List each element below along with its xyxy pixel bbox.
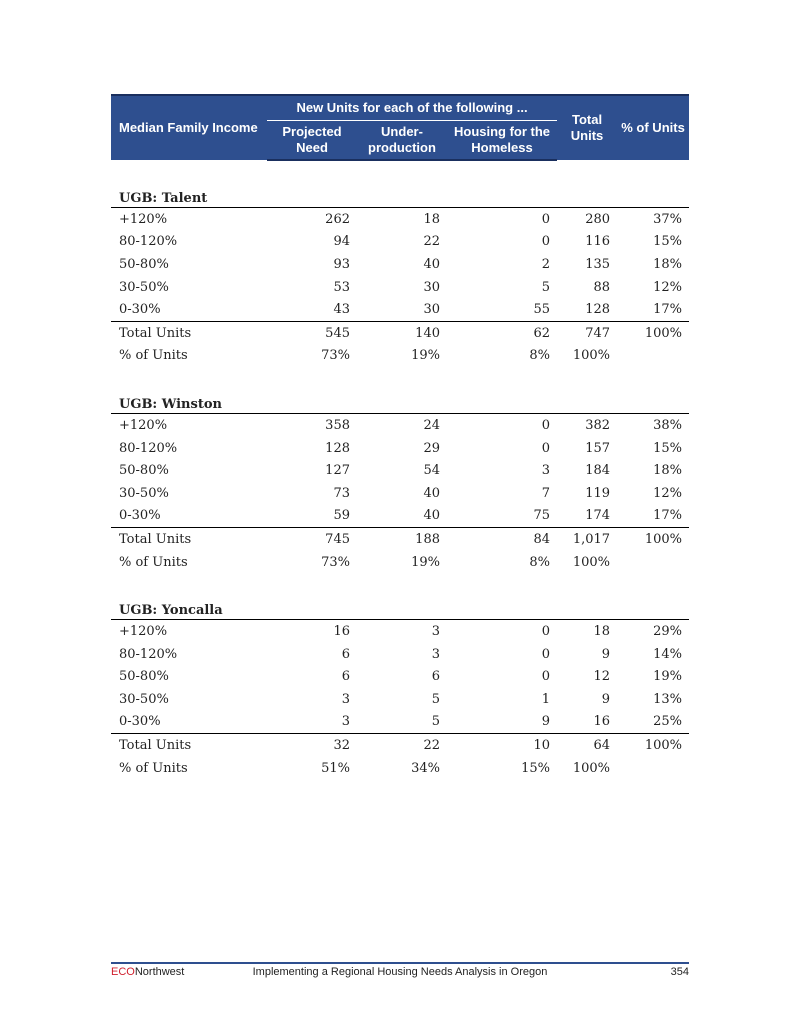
total-units-row	[111, 321, 689, 344]
section-header-row	[111, 184, 689, 208]
housing-units-table	[111, 94, 689, 779]
table-header	[111, 95, 689, 160]
homeless-cell: 5	[541, 279, 551, 295]
homeless-cell: 0	[541, 669, 551, 685]
total-units-cell: 119	[585, 485, 611, 501]
row-label: % of Units	[119, 554, 188, 570]
total-units-cell: 184	[585, 463, 611, 479]
under-production-cell: 188	[357, 528, 447, 551]
projected-need-cell: 545	[267, 321, 357, 344]
pct-of-units-row	[111, 757, 689, 780]
pct-units-cell: 12%	[653, 279, 683, 295]
projected-need-cell: 127	[325, 463, 350, 479]
homeless-cell: 15%	[521, 760, 551, 776]
row-label: 50-80%	[119, 669, 169, 685]
total-units-cell: 116	[585, 234, 611, 250]
under-production-cell: 24	[423, 417, 440, 433]
homeless-cell: 0	[541, 234, 551, 250]
projected-need-cell: 73%	[321, 348, 350, 364]
pct-units-cell: 17%	[653, 508, 683, 524]
pct-units-cell	[617, 551, 689, 574]
pct-units-cell: 38%	[653, 417, 683, 433]
homeless-cell: 0	[541, 440, 551, 456]
under-production-cell: 5	[431, 691, 440, 707]
table-row	[111, 666, 689, 689]
footer-rule	[111, 962, 689, 964]
section-spacer	[111, 160, 689, 184]
projected-need-cell: 32	[267, 734, 357, 757]
header-projected-need: Projected Need	[267, 121, 357, 161]
table-row	[111, 505, 689, 528]
row-label: % of Units	[119, 348, 188, 364]
row-label: 30-50%	[119, 485, 169, 501]
projected-need-cell: 51%	[321, 760, 350, 776]
table-row	[111, 620, 689, 643]
projected-need-cell: 358	[325, 417, 350, 433]
table-row	[111, 253, 689, 276]
projected-need-cell: 16	[333, 624, 350, 640]
total-units-cell: 100%	[572, 348, 611, 364]
total-units-cell: 100%	[572, 760, 611, 776]
section-spacer	[111, 573, 689, 596]
under-production-cell: 5	[431, 714, 440, 730]
total-units-cell: 18	[593, 624, 611, 640]
under-production-cell: 19%	[411, 348, 440, 364]
pct-units-cell: 100%	[617, 528, 689, 551]
footer-page-number: 354	[670, 966, 689, 978]
pct-units-cell: 12%	[653, 485, 683, 501]
total-units-cell: 64	[557, 734, 617, 757]
table-row	[111, 414, 689, 437]
homeless-cell: 9	[541, 714, 551, 730]
header-total-units: Total Units	[557, 95, 617, 160]
projected-need-cell: 73	[333, 485, 350, 501]
table-row	[111, 459, 689, 482]
table-row	[111, 482, 689, 505]
homeless-cell: 8%	[529, 348, 551, 364]
footer-brand-econ: ECO	[111, 966, 135, 978]
table-row	[111, 643, 689, 666]
footer-document-title: Implementing a Regional Housing Needs Analysis in Oregon	[252, 966, 548, 978]
table-row	[111, 276, 689, 299]
row-label: +120%	[119, 417, 168, 433]
table-row	[111, 298, 689, 321]
under-production-cell: 40	[423, 508, 440, 524]
homeless-cell: 0	[541, 624, 551, 640]
projected-need-cell: 3	[341, 714, 350, 730]
under-production-cell: 18	[423, 211, 440, 227]
row-label: % of Units	[119, 760, 188, 776]
under-production-cell: 30	[423, 302, 440, 318]
under-production-cell: 19%	[411, 554, 440, 570]
projected-need-cell: 53	[333, 279, 350, 295]
row-label: 0-30%	[119, 302, 161, 318]
row-label: 80-120%	[119, 234, 178, 250]
pct-units-cell: 19%	[653, 669, 683, 685]
header-group-new-units: New Units for each of the following ...	[267, 95, 557, 121]
homeless-cell: 3	[541, 463, 551, 479]
row-label: Total Units	[111, 734, 267, 757]
pct-of-units-row	[111, 345, 689, 368]
under-production-cell: 3	[431, 624, 440, 640]
row-label: 80-120%	[119, 646, 178, 662]
total-units-cell: 16	[593, 714, 611, 730]
table-row	[111, 711, 689, 734]
footer-brand	[111, 966, 184, 978]
projected-need-cell: 93	[333, 256, 350, 272]
section-header-row	[111, 596, 689, 620]
total-units-cell: 157	[585, 440, 611, 456]
projected-need-cell: 745	[267, 528, 357, 551]
row-label: 50-80%	[119, 256, 169, 272]
pct-units-cell: 14%	[653, 646, 683, 662]
total-units-cell: 88	[593, 279, 611, 295]
header-pct-units: % of Units	[617, 95, 689, 160]
pct-units-cell: 18%	[653, 256, 683, 272]
pct-of-units-row	[111, 551, 689, 574]
section-title: UGB: Winston	[111, 390, 689, 414]
homeless-cell: 7	[541, 485, 551, 501]
row-label: Total Units	[111, 321, 267, 344]
table-row	[111, 688, 689, 711]
under-production-cell: 3	[431, 646, 440, 662]
homeless-cell: 55	[533, 302, 551, 318]
pct-units-cell: 37%	[653, 211, 683, 227]
pct-units-cell: 25%	[653, 714, 683, 730]
total-units-cell: 12	[593, 669, 611, 685]
row-label: 30-50%	[119, 279, 169, 295]
projected-need-cell: 43	[333, 302, 350, 318]
section-title: UGB: Talent	[111, 184, 689, 208]
row-label: +120%	[119, 624, 168, 640]
spacer-cell	[111, 160, 689, 184]
row-label: Total Units	[111, 528, 267, 551]
total-units-cell: 280	[585, 211, 611, 227]
row-label: 30-50%	[119, 691, 169, 707]
total-units-cell: 128	[585, 302, 611, 318]
total-units-row	[111, 734, 689, 757]
housing-units-table-wrapper	[111, 94, 689, 779]
row-label: 0-30%	[119, 508, 161, 524]
table-row	[111, 437, 689, 460]
under-production-cell: 29	[423, 440, 440, 456]
section-title: UGB: Yoncalla	[111, 596, 689, 620]
under-production-cell: 140	[357, 321, 447, 344]
projected-need-cell: 59	[333, 508, 350, 524]
pct-units-cell: 100%	[617, 321, 689, 344]
row-label: +120%	[119, 211, 168, 227]
row-label: 80-120%	[119, 440, 178, 456]
pct-units-cell: 17%	[653, 302, 683, 318]
under-production-cell: 30	[423, 279, 440, 295]
pct-units-cell: 29%	[653, 624, 683, 640]
total-units-cell: 9	[601, 646, 611, 662]
under-production-cell: 22	[357, 734, 447, 757]
homeless-cell: 0	[541, 417, 551, 433]
under-production-cell: 40	[423, 485, 440, 501]
footer-brand-rest: Northwest	[134, 966, 185, 978]
pct-units-cell: 15%	[653, 234, 683, 250]
pct-units-cell: 15%	[653, 440, 683, 456]
homeless-cell: 8%	[529, 554, 551, 570]
table-body	[111, 160, 689, 779]
projected-need-cell: 6	[341, 669, 350, 685]
table-row	[111, 208, 689, 231]
projected-need-cell: 6	[341, 646, 350, 662]
homeless-cell: 75	[533, 508, 551, 524]
total-units-cell: 1,017	[557, 528, 617, 551]
pct-units-cell: 13%	[653, 691, 683, 707]
homeless-cell: 84	[447, 528, 557, 551]
homeless-cell: 62	[447, 321, 557, 344]
under-production-cell: 6	[431, 669, 440, 685]
spacer-cell	[111, 573, 689, 596]
total-units-cell: 135	[585, 256, 611, 272]
under-production-cell: 22	[423, 234, 440, 250]
under-production-cell: 34%	[411, 760, 440, 776]
header-median-family-income: Median Family Income	[111, 95, 267, 160]
homeless-cell: 0	[541, 211, 551, 227]
projected-need-cell: 262	[325, 211, 350, 227]
header-under-production: Under-production	[357, 121, 447, 161]
total-units-cell: 382	[585, 417, 611, 433]
under-production-cell: 54	[423, 463, 440, 479]
under-production-cell: 40	[423, 256, 440, 272]
total-units-cell: 9	[601, 691, 611, 707]
projected-need-cell: 128	[325, 440, 350, 456]
section-spacer	[111, 367, 689, 390]
pct-units-cell: 100%	[617, 734, 689, 757]
projected-need-cell: 3	[341, 691, 350, 707]
pct-units-cell: 18%	[653, 463, 683, 479]
total-units-cell: 174	[585, 508, 611, 524]
row-label: 0-30%	[119, 714, 161, 730]
homeless-cell: 1	[541, 691, 551, 707]
row-label: 50-80%	[119, 463, 169, 479]
homeless-cell: 2	[541, 256, 551, 272]
homeless-cell: 10	[447, 734, 557, 757]
spacer-cell	[111, 367, 689, 390]
total-units-cell: 100%	[572, 554, 611, 570]
projected-need-cell: 94	[333, 234, 350, 250]
total-units-row	[111, 528, 689, 551]
pct-units-cell	[617, 757, 689, 780]
total-units-cell: 747	[557, 321, 617, 344]
table-row	[111, 231, 689, 254]
pct-units-cell	[617, 345, 689, 368]
header-housing-homeless: Housing for the Homeless	[447, 121, 557, 161]
section-header-row	[111, 390, 689, 414]
projected-need-cell: 73%	[321, 554, 350, 570]
homeless-cell: 0	[541, 646, 551, 662]
